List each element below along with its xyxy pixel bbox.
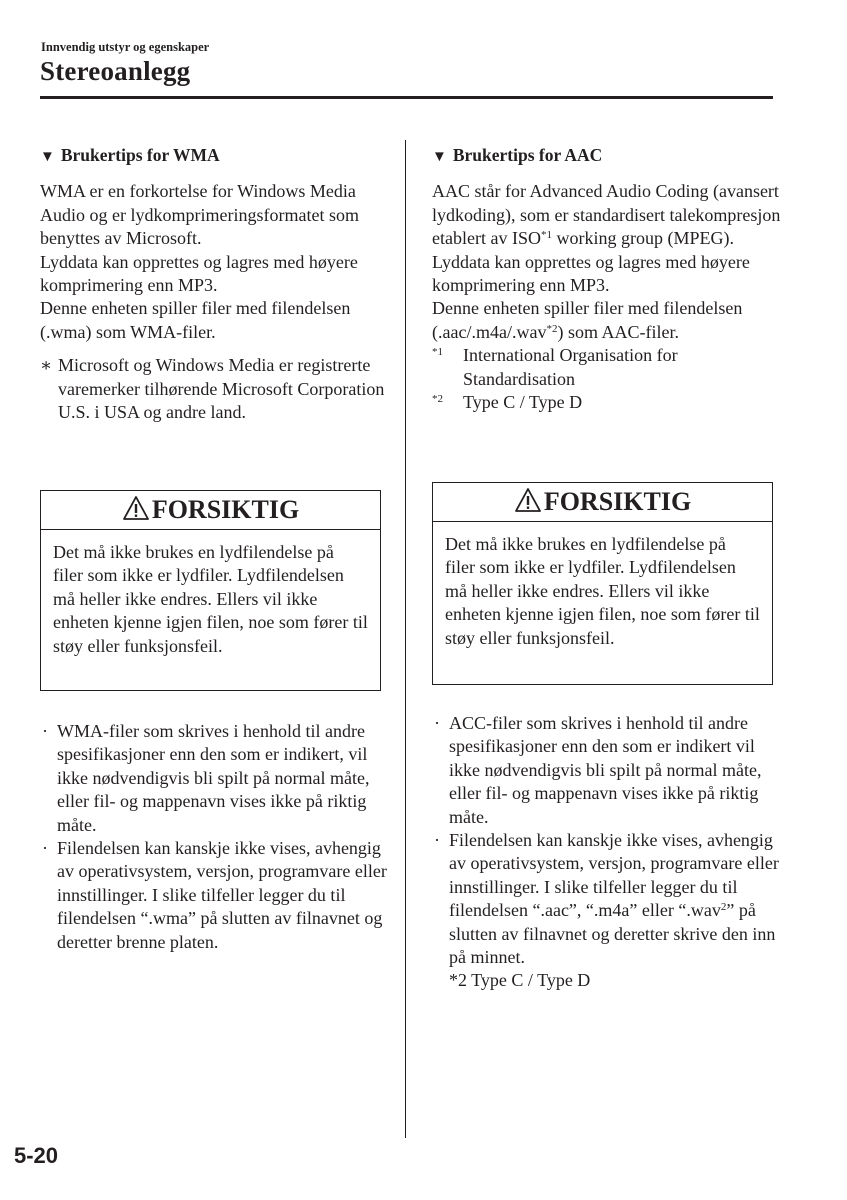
list-item-text: ACC-filer som skrives i henhold til andre spesifikasjoner enn den som er indikert vil ikke nødvendigvis bli spilt på normal måte, eller fil- og mappenavn vises ikke på riktig måte. bbox=[449, 713, 762, 827]
left-caution-title: FORSIKTIG bbox=[151, 495, 300, 524]
right-heading-text: Brukertips for AAC bbox=[452, 145, 603, 165]
left-paragraph: WMA er en forkortelse for Windows Media Audio og er lydkomprimeringsformatet som benyttes av Microsoft. bbox=[40, 181, 359, 249]
triangle-down-icon: ▼ bbox=[432, 149, 447, 165]
bullet-dot: · bbox=[42, 721, 48, 741]
right-caution-text: Det må ikke brukes en lydfilendelse på filer som ikke er lydfiler. Lydfilendelsen må heller ikke endres. Ellers vil ikke enheten kjenne igjen filen, noe som fører til støy eller funksjonsfeil. bbox=[445, 534, 760, 648]
footnote-text: Type C / Type D bbox=[463, 392, 583, 413]
left-trademark-note bbox=[40, 354, 390, 424]
left-heading-text: Brukertips for WMA bbox=[60, 145, 220, 165]
left-paragraph: Denne enheten spiller filer med filendelsen (.wma) som WMA-filer. bbox=[40, 298, 351, 342]
bullet-dot: · bbox=[42, 838, 48, 859]
list-item-text: Filendelsen kan kanskje ikke vises, avhengig av operativsystem, versjon, programvare eller innstillinger. I slike tilfeller legger du til filendelsen “.wma” på slutten av filnavnet og deretter brenne platen. bbox=[57, 838, 387, 952]
footnote-mark bbox=[432, 391, 443, 414]
footnote-2 bbox=[432, 391, 782, 414]
right-bullets bbox=[432, 712, 782, 993]
column-divider bbox=[405, 140, 406, 1138]
bullet-dot: · bbox=[434, 830, 440, 851]
title-divider bbox=[40, 96, 773, 99]
warning-triangle-icon bbox=[122, 495, 150, 521]
left-bullets bbox=[40, 720, 390, 954]
list-item bbox=[40, 720, 390, 837]
list-item-text-b: ” på slutten av filnavnet og deretter skrive den inn på minnet. bbox=[449, 900, 776, 968]
left-heading bbox=[40, 144, 390, 169]
list-item-text: WMA-filer som skrives i henhold til andre spesifikasjoner enn den som er indikert, vil ikke nødvendigvis bli spilt på normal måte, eller fil- og mappenavn vises ikke på riktig måte. bbox=[57, 721, 370, 835]
left-caution-text: Det må ikke brukes en lydfilendelse på filer som ikke er lydfiler. Lydfilendelsen må heller ikke endres. Ellers vil ikke enheten kjenne igjen filen, noe som fører til støy eller funksjonsfeil. bbox=[53, 542, 368, 656]
left-paragraph: Lyddata kan opprettes og lagres med høyere komprimering enn MP3. bbox=[40, 251, 358, 296]
right-caution-header bbox=[433, 483, 772, 522]
footnote-ref: *2 bbox=[546, 322, 558, 335]
list-item-text bbox=[449, 830, 779, 967]
left-caution-header bbox=[41, 491, 380, 530]
left-column bbox=[40, 144, 390, 424]
triangle-down-icon: ▼ bbox=[40, 149, 55, 165]
footnote-1 bbox=[432, 344, 782, 391]
right-caution-title: FORSIKTIG bbox=[543, 487, 692, 516]
footnote-ref: *1 bbox=[540, 229, 552, 242]
section-label: Innvendig utstyr og egenskaper bbox=[41, 40, 210, 54]
right-paragraph-2 bbox=[432, 297, 782, 344]
list-item-text-a: Filendelsen kan kanskje ikke vises, avhengig av operativsystem, versjon, programvare eller innstillinger. I slike tilfeller legger du til filendelsen “.aac”, “.m4a” eller “.wav bbox=[449, 830, 779, 921]
right-paragraph-1-a: AAC står for Advanced Audio Coding (avansert lydkoding), som er standardisert talekompresjon etablert av ISO bbox=[432, 181, 781, 249]
left-caution-box bbox=[40, 490, 381, 691]
footnote-mark-text: *1 bbox=[432, 346, 443, 359]
footnote-mark-text: *2 bbox=[432, 393, 443, 406]
right-heading bbox=[432, 144, 782, 169]
right-column bbox=[432, 144, 782, 414]
footnote-ref: 2 bbox=[720, 901, 727, 914]
page-number: 5-20 bbox=[14, 1143, 59, 1168]
page-title: Stereoanlegg bbox=[40, 56, 191, 86]
bullet-dot: · bbox=[434, 713, 440, 733]
asterisk-mark: ∗ bbox=[40, 355, 53, 376]
right-paragraph-2-a: Denne enheten spiller filer med filendelsen (.aac/.m4a/.wav bbox=[432, 298, 743, 342]
list-item-note: *2 Type C / Type D bbox=[449, 970, 591, 991]
footnote-mark bbox=[432, 344, 443, 367]
right-paragraph-2-b: ) som AAC-filer. bbox=[557, 321, 679, 342]
list-item bbox=[40, 837, 390, 954]
right-paragraph-1-b: working group (MPEG). Lyddata kan opprettes og lagres med høyere komprimering enn MP3. bbox=[432, 228, 750, 296]
left-note-text: Microsoft og Windows Media er registrerte varemerker tilhørende Microsoft Corporation U.S. i USA og andre land. bbox=[58, 355, 385, 423]
right-caution-box bbox=[432, 482, 773, 685]
list-item bbox=[432, 712, 782, 829]
footnote-text: International Organisation for Standardisation bbox=[463, 345, 678, 389]
list-item bbox=[432, 829, 782, 993]
right-paragraph-1 bbox=[432, 180, 782, 297]
warning-triangle-icon bbox=[514, 487, 542, 513]
